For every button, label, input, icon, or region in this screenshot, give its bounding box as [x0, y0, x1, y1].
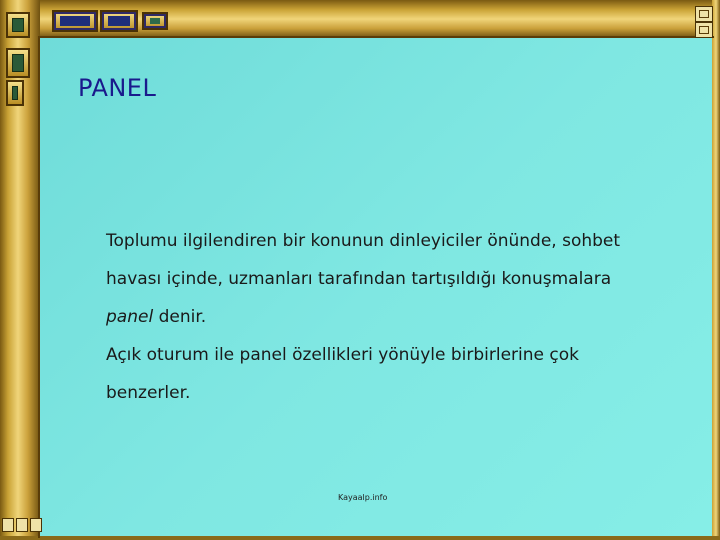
monitor-icon[interactable]	[52, 10, 98, 32]
body-line: havası içinde, uzmanları tarafından tartışıldığı konuşmalara	[106, 269, 612, 289]
window-icon[interactable]	[695, 6, 713, 22]
bottom-left-ornaments	[2, 518, 42, 532]
body-line: benzerler.	[106, 383, 191, 403]
body-text-fragment: denir.	[153, 307, 207, 327]
ornament-icon	[30, 518, 42, 532]
panel-icon[interactable]	[6, 80, 24, 106]
window-icon[interactable]	[695, 22, 713, 38]
ornament-icon	[16, 518, 28, 532]
body-line: Toplumu ilgilendiren bir konunun dinleyiciler önünde, sohbet	[106, 231, 621, 251]
slide-body	[106, 222, 676, 412]
panel-icon[interactable]	[6, 12, 30, 38]
emphasized-term: panel	[106, 307, 154, 327]
body-line: Açık oturum ile panel özellikleri yönüyle birbirlerine çok	[106, 345, 579, 365]
monitor-icon[interactable]	[100, 10, 138, 32]
footer-credit: Kayaalp.info	[338, 493, 388, 502]
panel-icon[interactable]	[6, 48, 30, 78]
slide-title: PANEL	[78, 74, 157, 102]
monitor-icon[interactable]	[142, 12, 168, 30]
body-line	[106, 298, 676, 336]
ornament-icon	[2, 518, 14, 532]
